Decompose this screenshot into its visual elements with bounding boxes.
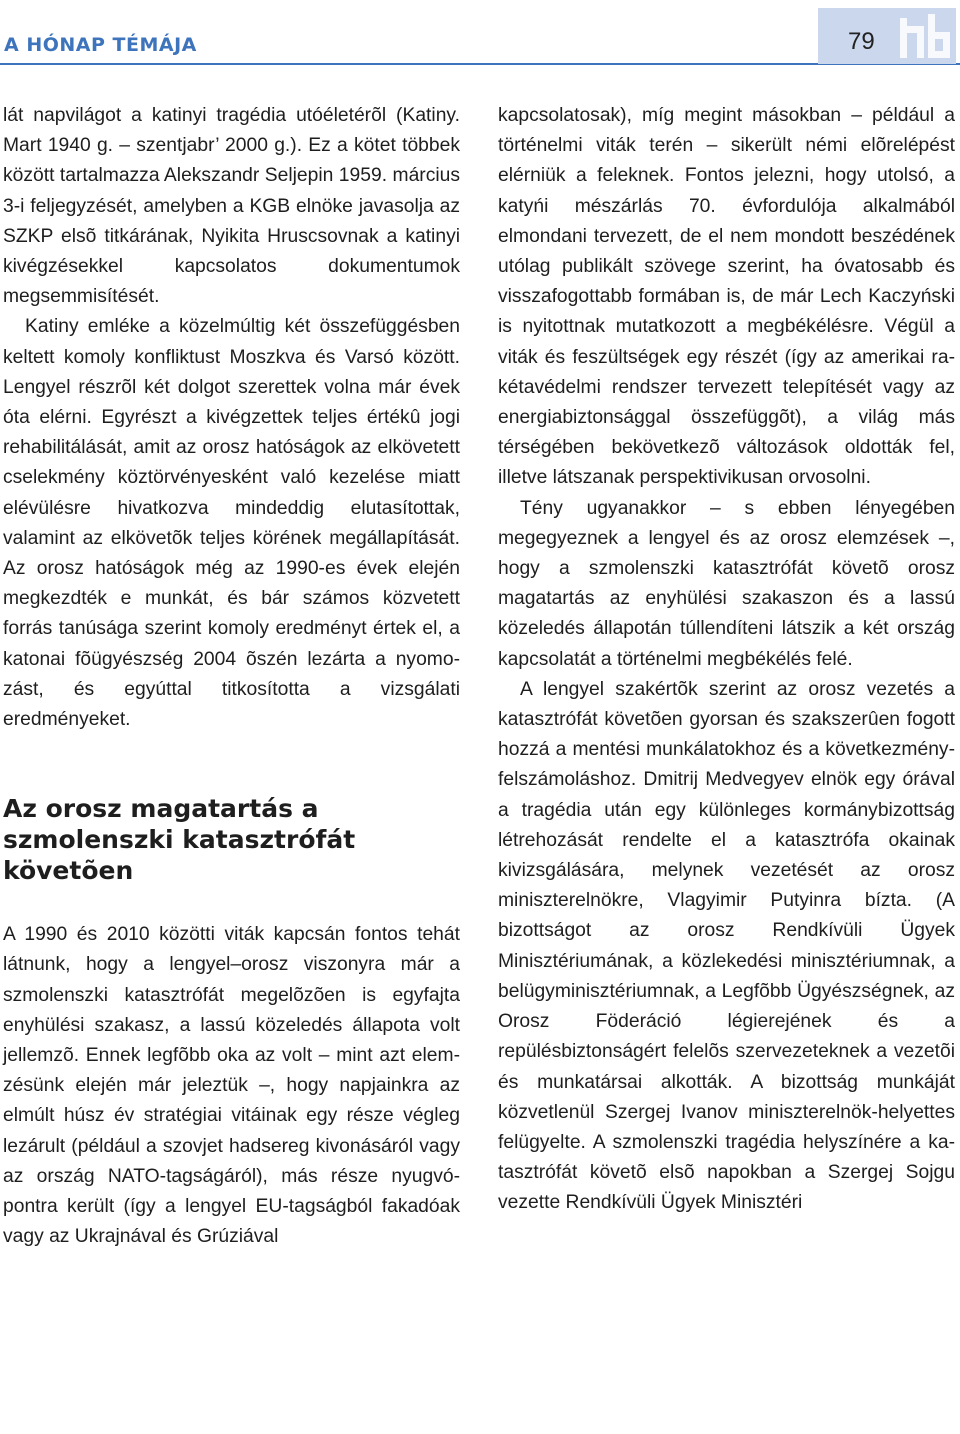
right-column (498, 101, 955, 1219)
paragraph: Tény ugyanakkor – s ebben lényegében megegyeznek a lengyel és az orosz elemzések –, hogy a szmolenszki katasztrófát követõ orosz magatartás az enyhülési szakaszon és a lassú közeledés állapotán túllendíteni látszik a két ország kapcsolatát a történelmi megbékélés felé. (498, 497, 955, 670)
paragraph: kapcsolatosak), míg megint másokban – például a történelmi viták terén – sikerült némi elõrelépést elérniük a feleknek. Fontos jelezni, hogy utolsó, a katyńi mészárlás 70. évfordulója alkalmából elmondani tervezett, de el nem mondott beszédének utólag publikált szövege szerint, ha óvatosabb és visszafogottabb formában is, de már Lech Kaczyński is nyitottnak mutatkozott a megbékélésre. Végül a viták és feszültségek egy részét (így az amerikai rakétavédelmi rendszer tervezett telepítését vagy az energiabiztonsággal összefüggõt), a világ más térségében bekövetkezõ változások oldották fel, illetve látszanak perspektivikusan orvosolni. (498, 105, 955, 489)
left-column (3, 101, 460, 1253)
header-rule (0, 63, 960, 65)
paragraph: lát napvilágot a katinyi tragédia utóéletérõl (Katiny. Mart 1940 g. – szentjabr’ 2000 g.). Ez a kötet többek között tartalmazza Alekszandr Seljepin 1959. március 3-i feljegyzését, amelyben a KGB elnöke javasolja az SZKP elsõ titkárának, Nyikita Hruscsovnak a katinyi kivégzésekkel kapcsolatos dokumentumok megsemmisítését. (3, 105, 460, 308)
nb-logo-icon (896, 12, 954, 62)
paragraph: Katiny emléke a közelmúltig két összefüggésben keltett komoly konfliktust Moszkva és Varsó között. Lengyel részrõl két dolgot szerettek volna már évek óta elérni. Egyrészt a kivégzettek teljes értékû jogi rehabilitálását, amit az orosz hatóságok az elkövetett cselekmény köztörvényesként való kezelése miatt elévülésre hivatkozva mindeddig elutasítottak, valamint az elkövetõk teljes körének megállapítását. Az orosz hatóságok még az 1990-es évek elején megkezdték e munkát, és bár számos közvetett forrás tanúsága szerint komoly eredményt értek el, a katonai fõügyészség 2004 õszén lezárta a nyomozást, és egyúttal titkosította a vizsgálati eredményeket. (3, 316, 460, 731)
paragraph: A lengyel szakértõk szerint az orosz vezetés a katasztrófát követõen gyorsan és szakszerûen fogott hozzá a mentési munkálatokhoz és a következmény-felszámoláshoz. Dmitrij Medvegyev elnök egy órával a tragédia után egy különleges kormánybizottság létrehozását rendelte el a katasztrófa okainak kivizsgálására, melynek vezetését az orosz miniszterelnökre, Vlagyimir Putyinra bízta. (A bizottságot az orosz Rendkívüli Ügyek Minisztériumának, a közlekedési minisztériumnak, a belügyminisztériumnak, a Legfõbb Ügyészségnek, az Orosz Föderáció légierejének és a repülésbiztonságért felelõs szervezeteknek a vezetõi és munkatársai alkották. A bizottság munkáját közvetlenül Szergej Ivanov miniszterelnök-helyettes felügyelte. A szmolenszki tragédia helyszínére a katasztrófát követõ elsõ napokban a Szergej Sojgu vezette Rendkívüli Ügyek Minisztéri (498, 678, 955, 1214)
page-number-box (818, 8, 956, 64)
page-header (0, 0, 960, 66)
page-number: 79 (848, 28, 875, 55)
section-title: A HÓNAP TÉMÁJA (4, 34, 197, 56)
section-heading: Az orosz magatartás a szmolenszki katasztrófát követõen (3, 794, 356, 886)
paragraph: A 1990 és 2010 közötti viták kapcsán fontos tehát látnunk, hogy a lengyel–orosz viszonyra már a szmolenszki katasztrófát megelõzõen is egyfajta enyhülési szakasz, a lassú közeledés állapota volt jellemzõ. Ennek legfõbb oka az volt – mint azt elemzésünk elején már jeleztük –, hogy napjainkra az elmúlt húsz év stratégiai vitáinak egy része végleg lezárult (például a szovjet hadsereg kivonásáról vagy az ország NATO-tagságáról), más része nyugvópontra került (így a lengyel EU-tagságból fakadóak vagy az Ukrajnával és Grúziával (3, 924, 460, 1248)
